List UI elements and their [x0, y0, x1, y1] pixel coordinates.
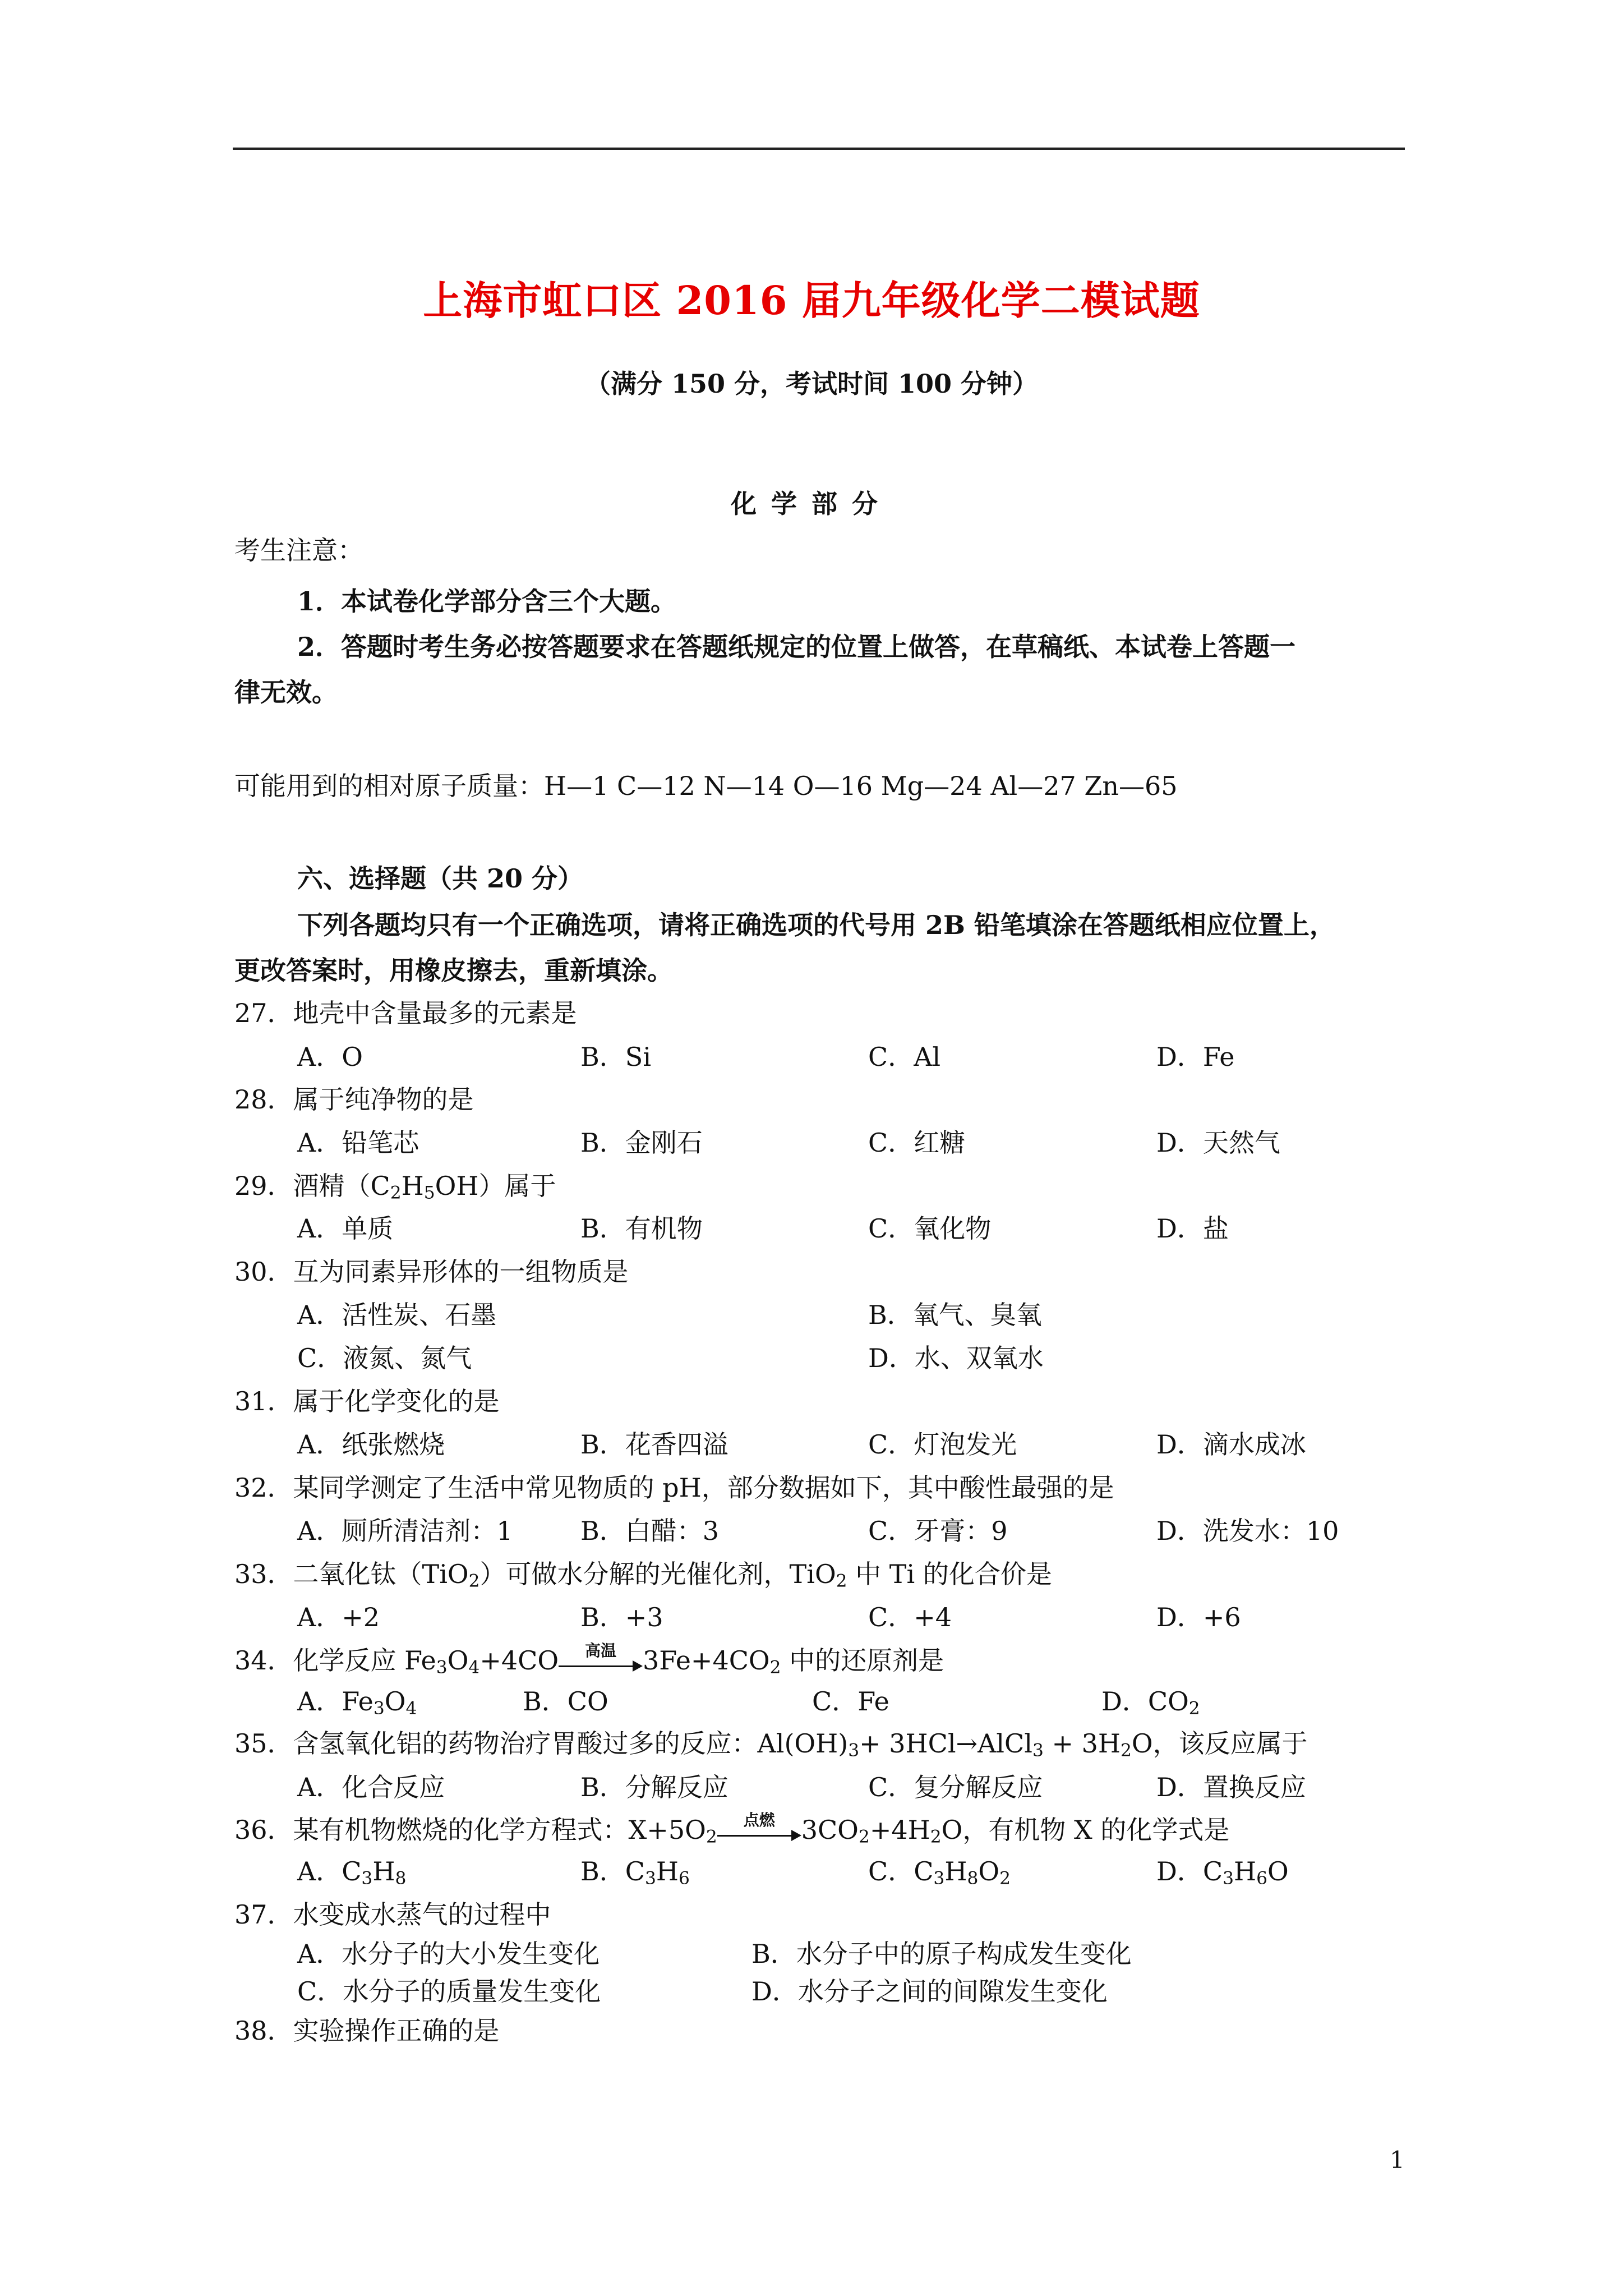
q30-option-d: D．水、双氧水 — [868, 1343, 1044, 1373]
q35-option-d: D．置换反应 — [1156, 1772, 1306, 1802]
part6-heading: 六、选择题（共 20 分） — [297, 863, 584, 894]
q29-option-c: C．氧化物 — [868, 1213, 992, 1244]
q30-option-a: A．活性炭、石墨 — [297, 1300, 497, 1330]
question-30: 30．互为同素异形体的一组物质是 — [234, 1257, 629, 1287]
page-title: 上海市虹口区 2016 届九年级化学二模试题 — [423, 277, 1200, 324]
page-number: 1 — [1390, 2146, 1405, 2174]
exam-info: （满分 150 分，考试时间 100 分钟） — [584, 369, 1039, 399]
q28-option-a: A．铅笔芯 — [297, 1128, 419, 1158]
q27-option-c: C．Al — [868, 1042, 941, 1072]
q28-option-d: D．天然气 — [1156, 1128, 1280, 1158]
q37-option-c: C．水分子的质量发生变化 — [297, 1976, 601, 2007]
q36-option-d: D．$C_3H_6O$ — [1156, 1856, 1289, 1889]
q28-option-c: C．红糖 — [868, 1128, 966, 1158]
q32-option-c: C．牙膏：9 — [868, 1516, 1008, 1546]
question-34: 34．化学反应 $Fe_3O_4+4CO$ 高温 $3Fe+4CO_2$ 中的还原剂是 — [234, 1641, 944, 1678]
q31-option-b: B．花香四溢 — [580, 1429, 728, 1460]
question-37: 37．水变成水蒸气的过程中 — [234, 1899, 551, 1930]
q34-option-b: B．CO — [523, 1686, 608, 1717]
question-28: 28．属于纯净物的是 — [234, 1084, 474, 1115]
q34-option-a: A．$Fe_3O_4$ — [297, 1686, 417, 1719]
q33-option-a: A．+2 — [297, 1602, 380, 1632]
q29-option-b: B．有机物 — [580, 1213, 703, 1244]
q31-option-c: C．灯泡发光 — [868, 1429, 1017, 1460]
reaction-arrow-ignite: 点燃 — [717, 1819, 801, 1845]
reaction-arrow-high-temp: 高温 — [559, 1650, 643, 1676]
question-31: 31．属于化学变化的是 — [234, 1386, 500, 1416]
q27-option-d: D．Fe — [1156, 1042, 1235, 1072]
q37-option-b: B．水分子中的原子构成发生变化 — [751, 1939, 1132, 1969]
notice-item-1: 1．本试卷化学部分含三个大题。 — [297, 586, 677, 616]
q36-option-c: C．$C_3H_8O_2$ — [868, 1856, 1011, 1889]
question-36: 36．某有机物燃烧的化学方程式：$X+5O_2$ 点燃 $3CO_2+4H_2O$，有机物 X 的化学式是 — [234, 1811, 1230, 1847]
q32-option-b: B．白醋：3 — [580, 1516, 720, 1546]
question-29: 29．酒精$(C_2H_5OH)$属于 — [234, 1171, 556, 1203]
q35-option-c: C．复分解反应 — [868, 1772, 1043, 1802]
question-33: 33．二氧化钛（TiO$_2$）可做水分解的光催化剂，TiO$_2$ 中 Ti 的化合价是 — [234, 1559, 1052, 1591]
q32-option-d: D．洗发水：10 — [1156, 1516, 1339, 1546]
q35-option-b: B．分解反应 — [580, 1772, 728, 1802]
question-32: 32．某同学测定了生活中常见物质的 pH，部分数据如下，其中酸性最强的是 — [234, 1473, 1114, 1503]
notice-item-2-cont: 律无效。 — [234, 677, 338, 707]
question-38: 38．实验操作正确的是 — [234, 2016, 500, 2046]
atomic-mass-line: 可能用到的相对原子质量：H—1 C—12 N—14 O—16 Mg—24 Al—27 Zn—65 — [234, 771, 1178, 801]
question-27: 27．地壳中含量最多的元素是 — [234, 998, 577, 1028]
q33-option-b: B．+3 — [580, 1602, 663, 1632]
q33-option-c: C．+4 — [868, 1602, 952, 1632]
q33-option-d: D．+6 — [1156, 1602, 1241, 1632]
q34-option-d: D．$CO_2$ — [1101, 1686, 1200, 1719]
q31-option-a: A．纸张燃烧 — [297, 1429, 445, 1460]
q35-option-a: A．化合反应 — [297, 1772, 445, 1802]
q27-option-a: A．O — [297, 1042, 363, 1072]
q27-option-b: B．Si — [580, 1042, 652, 1072]
section-title: 化学部分 — [731, 489, 892, 519]
q36-option-b: B．$C_3H_6$ — [580, 1856, 690, 1889]
q29-option-d: D．盐 — [1156, 1213, 1229, 1244]
q32-option-a: A．厕所清洁剂：1 — [297, 1516, 513, 1546]
part6-instruction: 下列各题均只有一个正确选项，请将正确选项的代号用 2B 铅笔填涂在答题纸相应位置上， — [297, 910, 1335, 940]
q31-option-d: D．滴水成冰 — [1156, 1429, 1306, 1460]
notice-heading: 考生注意： — [234, 535, 363, 565]
part6-instruction-cont: 更改答案时，用橡皮擦去，重新填涂。 — [234, 955, 673, 986]
header-rule — [233, 148, 1405, 150]
q30-option-b: B．氧气、臭氧 — [868, 1300, 1042, 1330]
q37-option-a: A．水分子的大小发生变化 — [297, 1939, 600, 1969]
q30-option-c: C．液氮、氮气 — [297, 1343, 472, 1373]
q28-option-b: B．金刚石 — [580, 1128, 703, 1158]
question-35: 35．含氢氧化铝的药物治疗胃酸过多的反应：$Al(OH)_3+$ 3HCl→AlCl$_3$ + $3H_2O$，该反应属于 — [234, 1728, 1308, 1761]
q36-option-a: A．$C_3H_8$ — [297, 1856, 407, 1889]
q34-option-c: C．Fe — [812, 1686, 889, 1717]
notice-item-2: 2．答题时考生务必按答题要求在答题纸规定的位置上做答，在草稿纸、本试卷上答题一 — [297, 632, 1296, 662]
q37-option-d: D．水分子之间的间隙发生变化 — [751, 1976, 1108, 2007]
q29-option-a: A．单质 — [297, 1213, 394, 1244]
